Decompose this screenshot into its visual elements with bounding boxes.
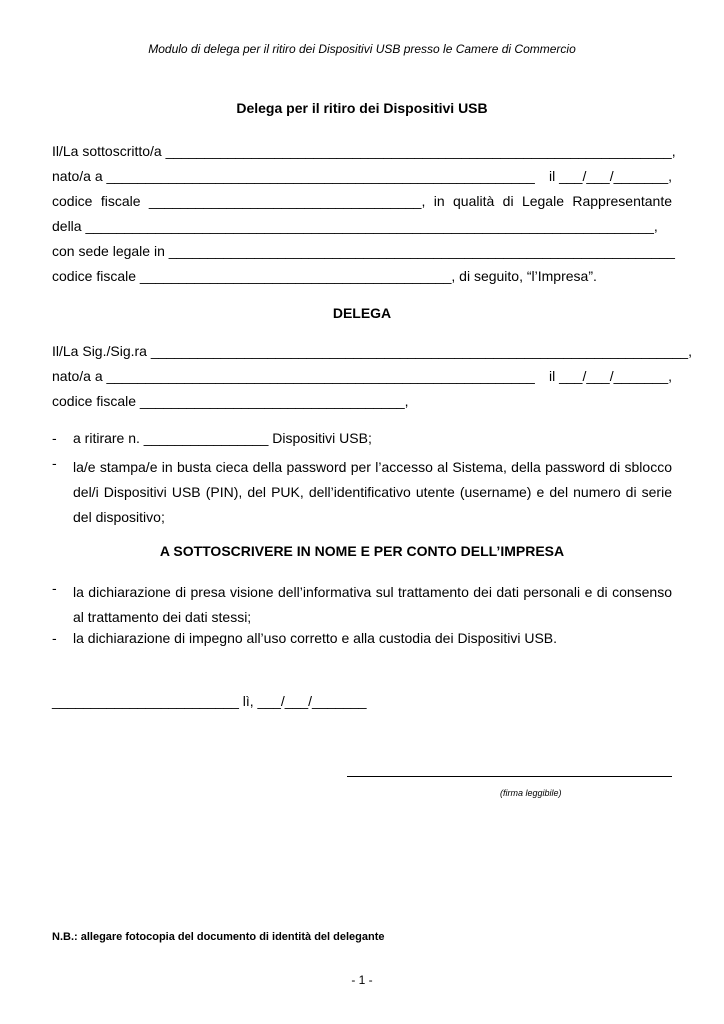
- signature-label: (firma leggibile): [500, 788, 562, 798]
- stampa-item: la/e stampa/e in busta cieca della password per l’accesso al Sistema, della password di sblocco del/i Dispositivi USB (PIN), del PUK, dell’identificativo utente (username) e del numero di serie del dispositivo;: [73, 459, 672, 525]
- signature-line[interactable]: [347, 776, 672, 777]
- impresa-name-field[interactable]: della _________________________________________________________________________,: [52, 218, 658, 234]
- delegato-name-field[interactable]: Il/La Sig./Sig.ra _____________________________________________________________________,: [52, 343, 692, 359]
- delegante-birthplace-field[interactable]: nato/a a _______________________________________________________: [52, 168, 535, 184]
- sottoscritto-field[interactable]: Il/La sottoscritto/a _________________________________________________________________,: [52, 143, 676, 159]
- list-dash: -: [52, 630, 57, 646]
- ritirare-item[interactable]: a ritirare n. ________________ Dispositivi USB;: [73, 430, 372, 446]
- delegato-codice-fiscale-field[interactable]: codice fiscale __________________________________,: [52, 393, 409, 409]
- list-dash: -: [52, 580, 57, 596]
- document-title: Delega per il ritiro dei Dispositivi USB: [236, 100, 488, 116]
- nota-bene: N.B.: allegare fotocopia del documento di identità del delegante: [52, 931, 385, 943]
- delega-heading: DELEGA: [332, 305, 392, 321]
- impegno-item: la dichiarazione di impegno all’uso corretto e alla custodia dei Dispositivi USB.: [73, 630, 558, 646]
- place-date-field[interactable]: ________________________ lì, ___/___/_______: [52, 693, 367, 709]
- list-dash: -: [52, 455, 57, 471]
- informativa-item: la dichiarazione di presa visione dell’informativa sul trattamento dei dati personali e di consenso al trattamento dei dati stessi;: [73, 584, 672, 625]
- sede-legale-field[interactable]: con sede legale in _________________________________________________________________: [52, 243, 675, 259]
- sottoscrivere-heading: A SOTTOSCRIVERE IN NOME E PER CONTO DELL’IMPRESA: [159, 543, 565, 559]
- delegato-birthplace-field[interactable]: nato/a a _______________________________________________________: [52, 368, 535, 384]
- impresa-codice-fiscale-field[interactable]: codice fiscale ________________________________________, di seguito, “l’Impresa”.: [52, 268, 597, 284]
- page-number: - 1 -: [351, 973, 373, 987]
- delegante-birthdate-field[interactable]: il ___/___/_______,: [549, 168, 672, 184]
- delegante-codice-fiscale-field[interactable]: codice fiscale ___________________________________, in qualità di Legale Rappresentante: [52, 193, 672, 209]
- list-dash: -: [52, 430, 57, 446]
- page-header: Modulo di delega per il ritiro dei Dispositivi USB presso le Camere di Commercio: [148, 42, 576, 56]
- delegato-birthdate-field[interactable]: il ___/___/_______,: [549, 368, 672, 384]
